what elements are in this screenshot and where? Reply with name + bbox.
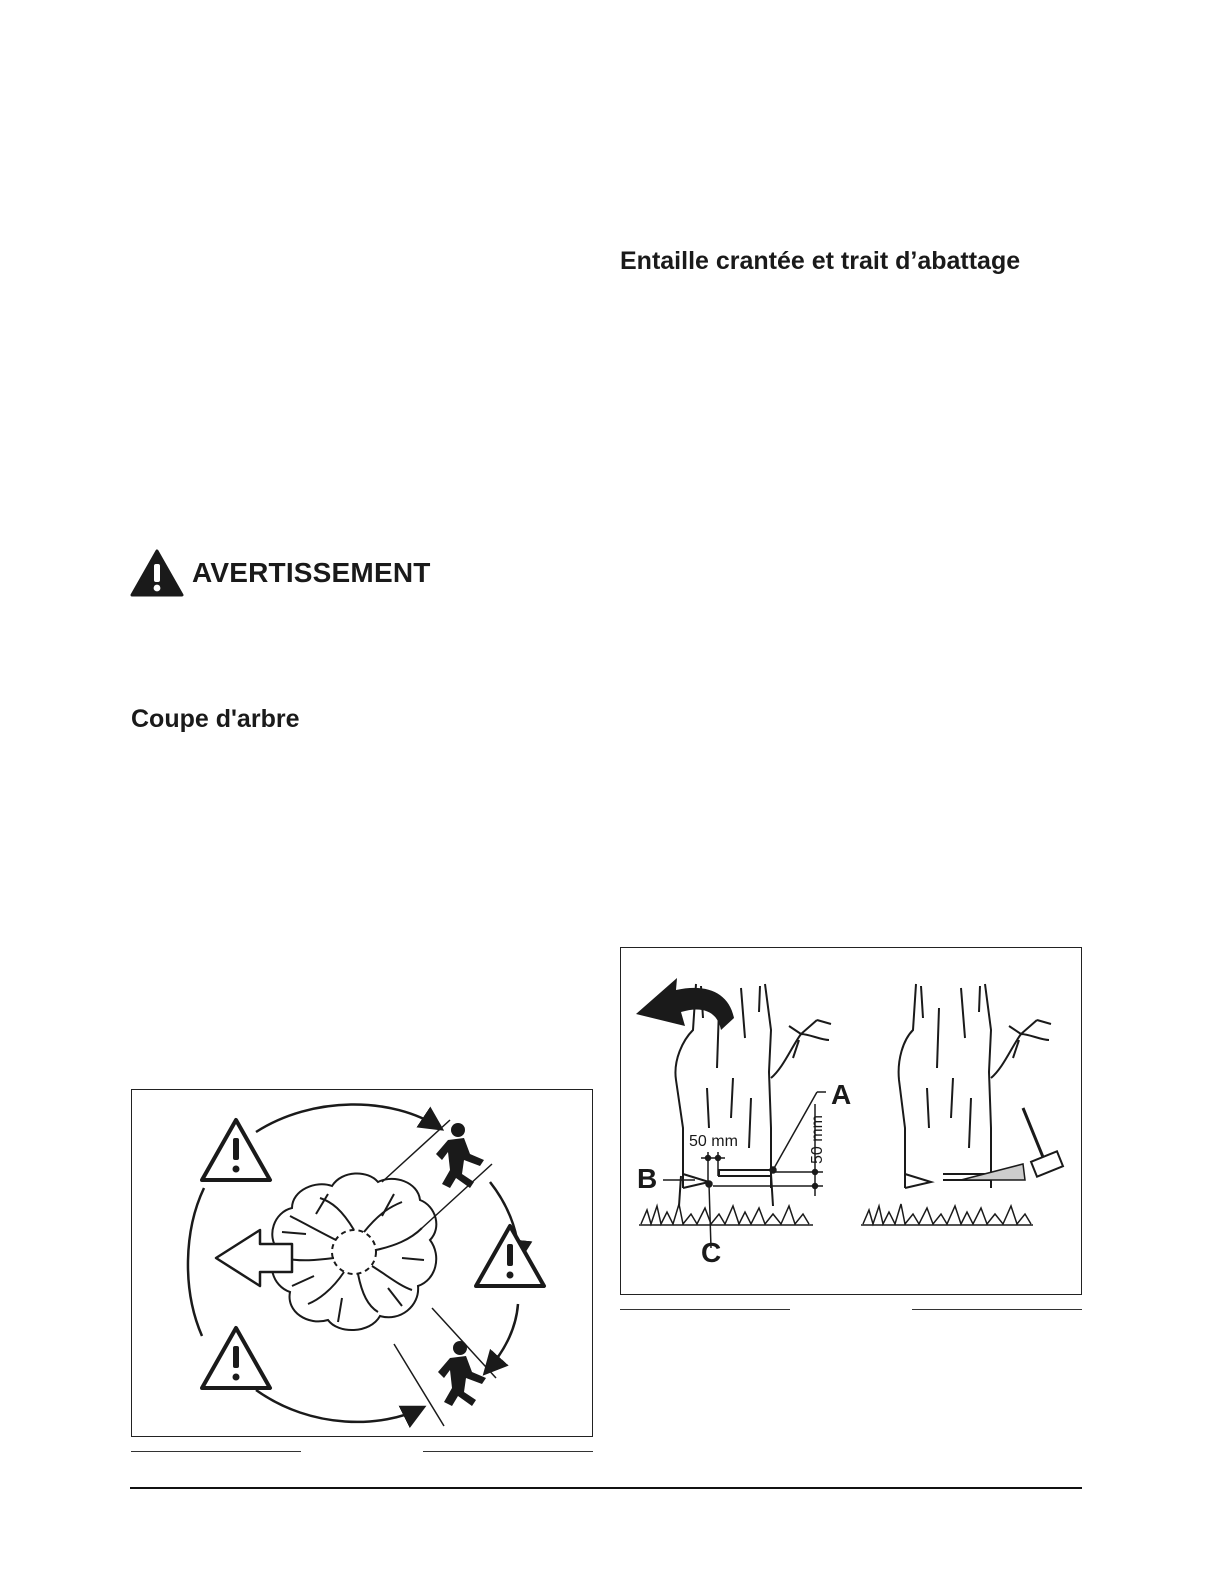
dimension-label-vertical: 50 mm	[809, 1115, 826, 1164]
figure-felling-notch	[620, 947, 1082, 1295]
caption-rule-left	[620, 1309, 790, 1310]
caption-rule-right	[912, 1309, 1082, 1310]
label-b: B	[637, 1163, 658, 1194]
tree-crown-icon	[272, 1173, 437, 1330]
warning-triangle-icon	[476, 1226, 544, 1286]
tree-trunk-right	[899, 984, 1051, 1188]
caption-rule-left	[131, 1451, 301, 1452]
caption-rule-right	[423, 1451, 593, 1452]
section-heading-tree-cutting: Coupe d'arbre	[131, 705, 300, 733]
ground-grass-right	[861, 1204, 1033, 1225]
footer-rule	[130, 1487, 1082, 1489]
label-c: C	[701, 1237, 722, 1268]
wedge-icon	[961, 1164, 1025, 1180]
arrow-left-icon	[216, 1230, 292, 1286]
running-person-icon	[438, 1341, 486, 1406]
warning-triangle-icon	[130, 549, 184, 597]
warning-banner	[130, 549, 431, 597]
sledgehammer-icon	[1023, 1108, 1063, 1177]
figure-escape-routes	[131, 1089, 593, 1437]
warning-label: AVERTISSEMENT	[192, 557, 431, 588]
warning-triangle-icon	[202, 1328, 270, 1388]
ground-grass-left	[639, 1204, 813, 1225]
dimension-label-horizontal: 50 mm	[689, 1133, 738, 1150]
label-a: A	[831, 1079, 852, 1110]
section-heading-felling-notch: Entaille crantée et trait d’abattage	[620, 247, 1021, 275]
